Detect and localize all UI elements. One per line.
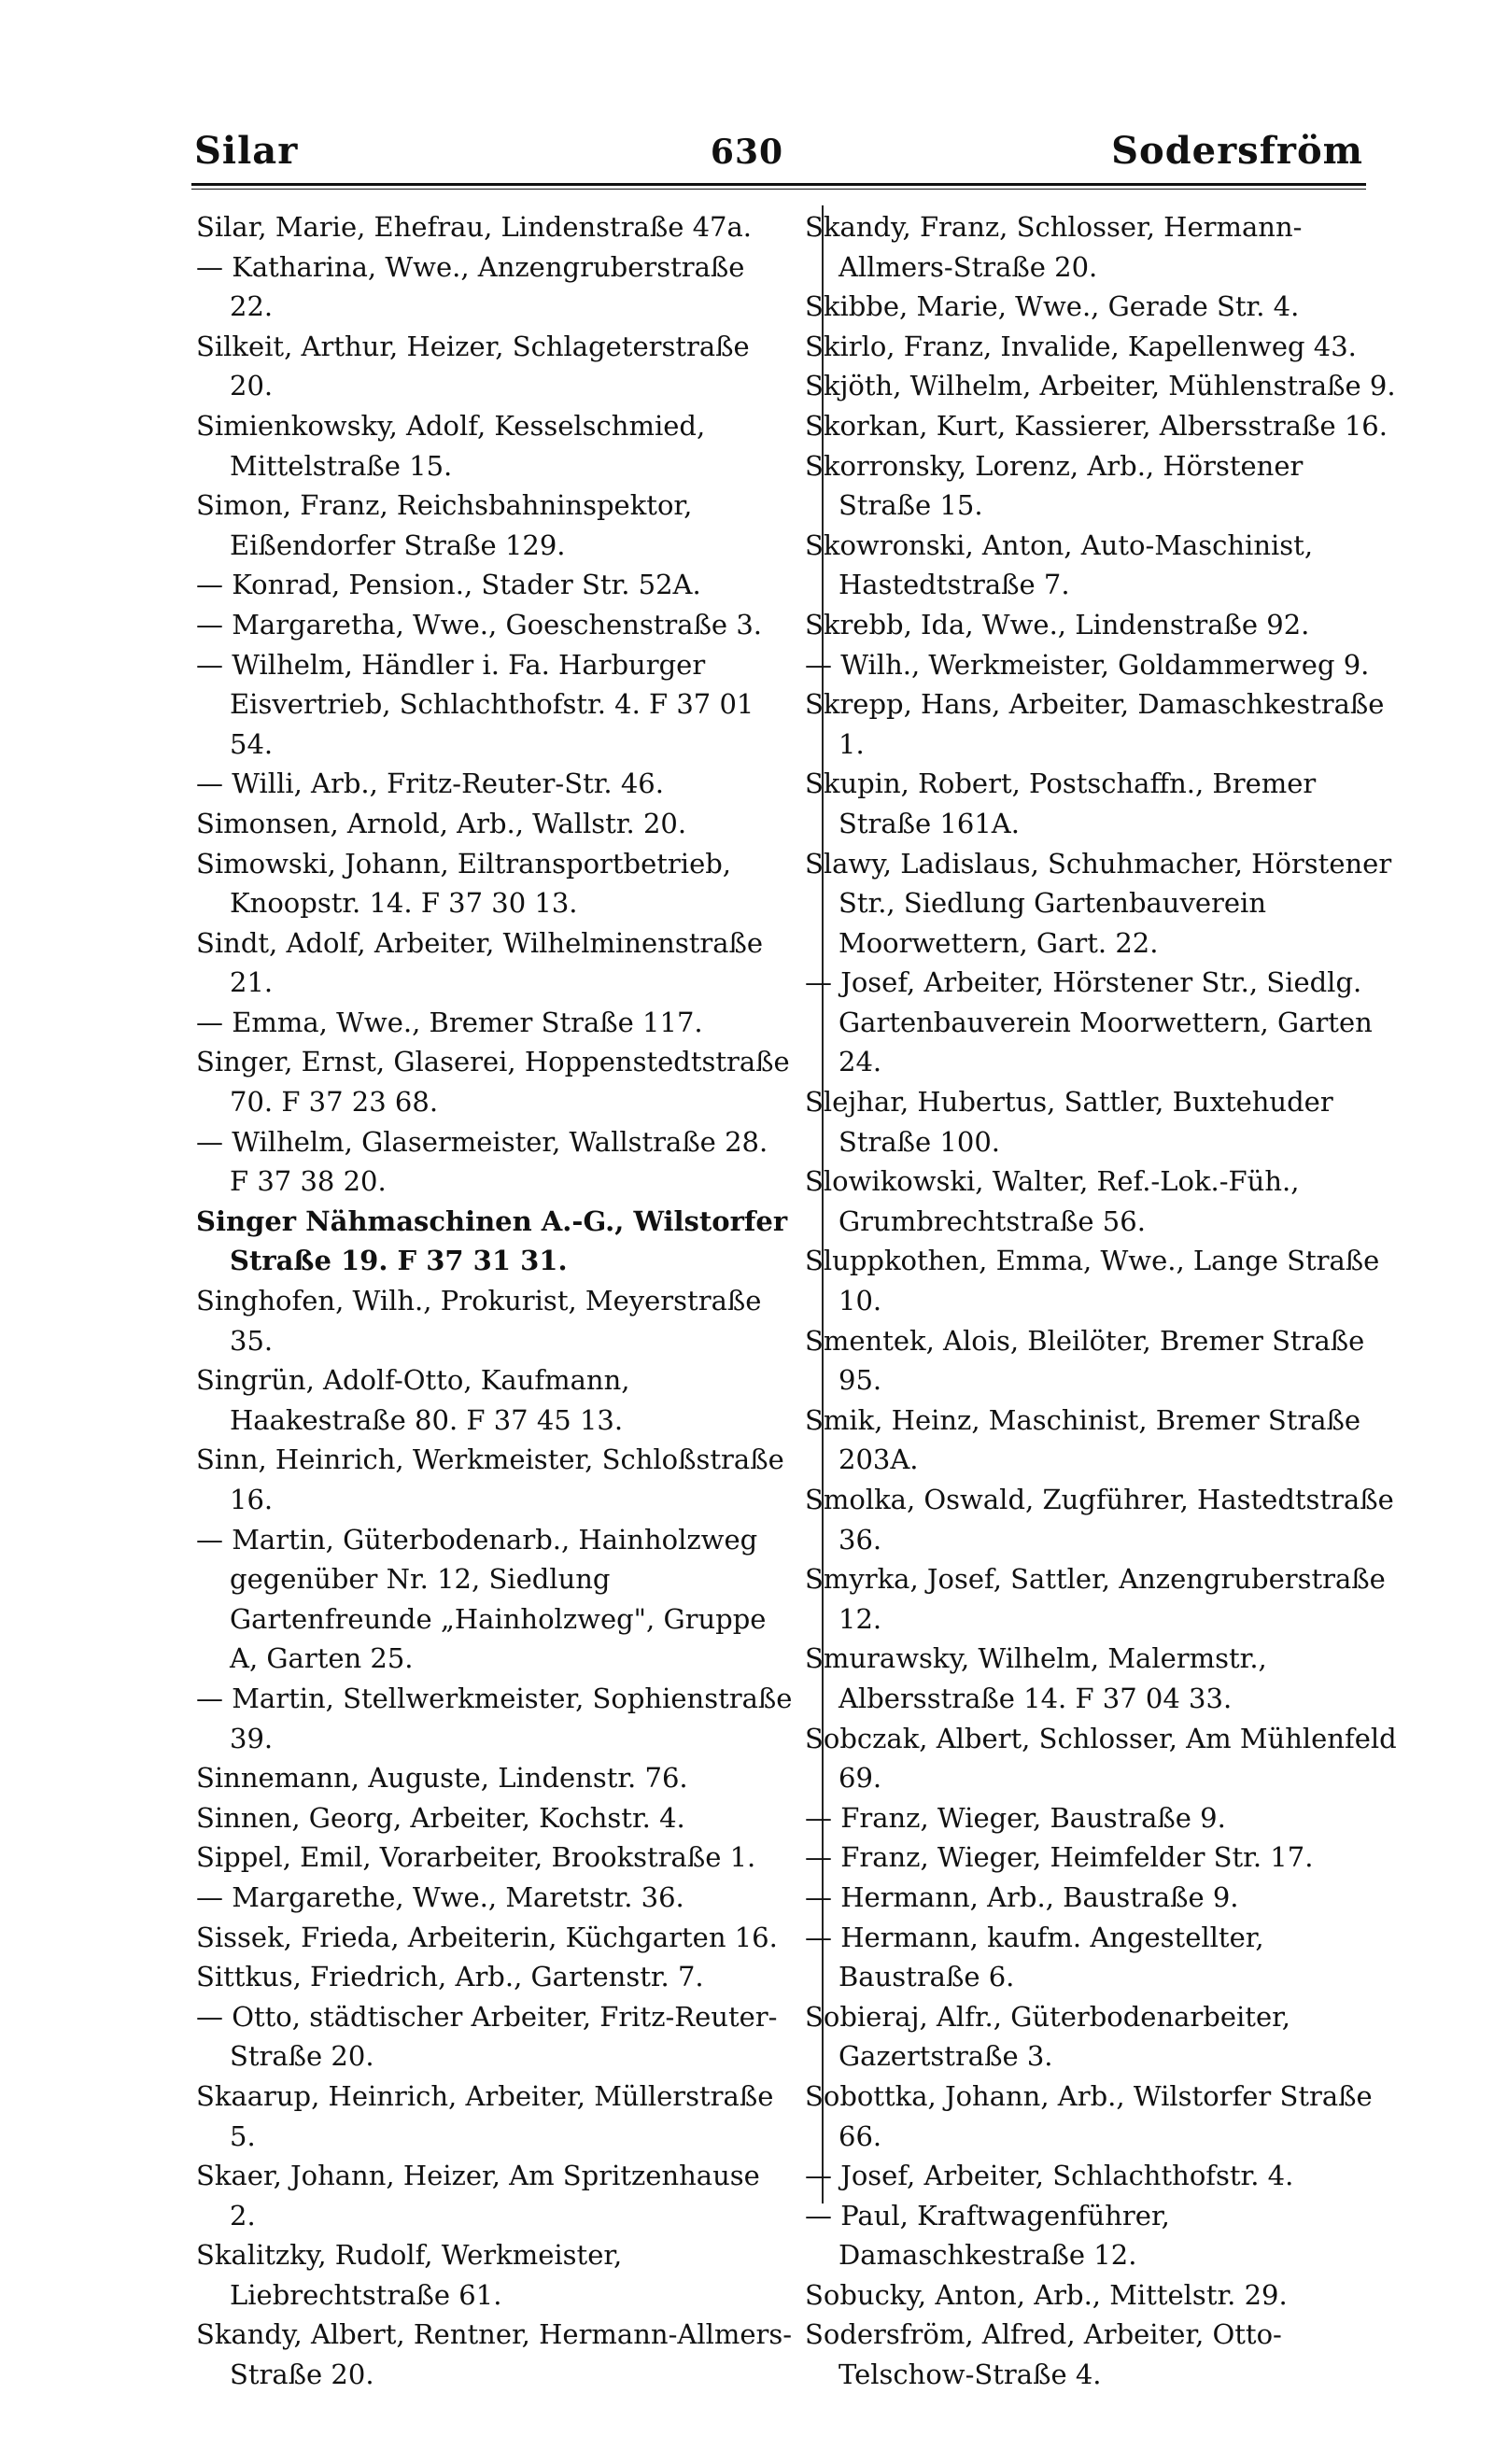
directory-entry: — Josef, Arbeiter, Hörstener Str., Siedlg. Gartenbauverein Moorwettern, Garten 24.	[805, 966, 1373, 1078]
directory-entry: Sinn, Heinrich, Werkmeister, Schloßstraße 16.	[196, 1443, 784, 1515]
directory-entry: — Josef, Arbeiter, Schlachthofstr. 4.	[805, 2160, 1294, 2192]
directory-entry: Skalitzky, Rudolf, Werkmeister, Liebrechtstraße 61.	[196, 2239, 623, 2311]
directory-entry: Singrün, Adolf-Otto, Kaufmann, Haakestraße 80. F 37 45 13.	[196, 1364, 630, 1436]
left-column	[196, 207, 794, 2395]
directory-entry: Skupin, Robert, Postschaffn., Bremer Straße 161A.	[805, 767, 1317, 839]
directory-entry: — Margaretha, Wwe., Goeschenstraße 3.	[196, 608, 762, 641]
directory-entry: Sobucky, Anton, Arb., Mittelstr. 29.	[805, 2278, 1288, 2311]
directory-entry: Sinnen, Georg, Arbeiter, Kochstr. 4.	[196, 1801, 685, 1834]
directory-entry: Simonsen, Arnold, Arb., Wallstr. 20.	[196, 807, 687, 839]
directory-entry: Smolka, Oswald, Zugführer, Hastedtstraße 36.	[805, 1484, 1394, 1556]
directory-entry: — Wilh., Werkmeister, Goldammerweg 9.	[805, 648, 1370, 681]
directory-entry: Smentek, Alois, Bleilöter, Bremer Straße 95.	[805, 1324, 1365, 1397]
directory-entry: — Otto, städtischer Arbeiter, Fritz-Reuter-Straße 20.	[196, 2000, 778, 2073]
directory-entry: Silkeit, Arthur, Heizer, Schlageterstraße 20.	[196, 330, 750, 402]
directory-entry: Skowronski, Anton, Auto-Maschinist, Hastedtstraße 7.	[805, 528, 1314, 601]
directory-entry: — Wilhelm, Händler i. Fa. Harburger Eisvertrieb, Schlachthofstr. 4. F 37 01 54.	[196, 648, 754, 760]
directory-entry: — Franz, Wieger, Baustraße 9.	[805, 1801, 1226, 1834]
directory-entry: Sindt, Adolf, Arbeiter, Wilhelminenstraße 21.	[196, 926, 764, 999]
directory-entry: Skorronsky, Lorenz, Arb., Hörstener Straße 15.	[805, 449, 1304, 522]
directory-entry: — Willi, Arb., Fritz-Reuter-Str. 46.	[196, 767, 664, 800]
directory-entry: Smyrka, Josef, Sattler, Anzengruberstraße 12.	[805, 1563, 1386, 1635]
header-rule	[191, 183, 1366, 190]
directory-entry: — Katharina, Wwe., Anzengruberstraße 22.	[196, 250, 745, 323]
running-head-right: Sodersfröm	[1111, 129, 1363, 173]
directory-entry: Sodersfröm, Alfred, Arbeiter, Otto-Telschow-Straße 4.	[805, 2318, 1282, 2391]
directory-entry: Sittkus, Friedrich, Arb., Gartenstr. 7.	[196, 1961, 704, 1993]
directory-entry: — Paul, Kraftwagenführer, Damaschkestraße 12.	[805, 2199, 1170, 2272]
directory-entry: Sissek, Frieda, Arbeiterin, Küchgarten 16.	[196, 1921, 778, 1953]
directory-entry: Sluppkothen, Emma, Wwe., Lange Straße 10.	[805, 1245, 1380, 1317]
directory-entry: — Franz, Wieger, Heimfelder Str. 17.	[805, 1841, 1314, 1874]
directory-entry: Slowikowski, Walter, Ref.-Lok.-Füh., Grumbrechtstraße 56.	[805, 1165, 1300, 1237]
directory-entry: Skorkan, Kurt, Kassierer, Albersstraße 16.	[805, 409, 1388, 442]
directory-entry: — Martin, Stellwerkmeister, Sophienstraße 39.	[196, 1682, 793, 1754]
directory-entry: Skirlo, Franz, Invalide, Kapellenweg 43.	[805, 330, 1357, 362]
directory-entry: Skandy, Franz, Schlosser, Hermann-Allmers-Straße 20.	[805, 211, 1303, 283]
directory-entry: Smik, Heinz, Maschinist, Bremer Straße 203A.	[805, 1403, 1361, 1476]
directory-entry: — Margarethe, Wwe., Maretstr. 36.	[196, 1880, 684, 1913]
directory-entry: Skaarup, Heinrich, Arbeiter, Müllerstraße 5.	[196, 2079, 774, 2152]
directory-entry: Sobieraj, Alfr., Güterbodenarbeiter, Gazertstraße 3.	[805, 2000, 1291, 2073]
directory-entry: — Hermann, kaufm. Angestellter, Baustraße 6.	[805, 1921, 1264, 1993]
directory-entry: Slejhar, Hubertus, Sattler, Buxtehuder Straße 100.	[805, 1086, 1333, 1158]
directory-entry: Slawy, Ladislaus, Schuhmacher, Hörstener Str., Siedlung Gartenbauverein Moorwettern, Gart. 22.	[805, 847, 1392, 959]
directory-entry: Skrebb, Ida, Wwe., Lindenstraße 92.	[805, 608, 1310, 641]
directory-entry: Skjöth, Wilhelm, Arbeiter, Mühlenstraße 9.	[805, 370, 1396, 402]
right-column	[805, 207, 1402, 2395]
directory-entry: Simowski, Johann, Eiltransportbetrieb, Knoopstr. 14. F 37 30 13.	[196, 847, 732, 920]
directory-entry: Smurawsky, Wilhelm, Malermstr., Albersstraße 14. F 37 04 33.	[805, 1642, 1267, 1714]
directory-entry: — Hermann, Arb., Baustraße 9.	[805, 1880, 1239, 1913]
directory-entry: Sippel, Emil, Vorarbeiter, Brookstraße 1.	[196, 1841, 756, 1874]
directory-entry: — Martin, Güterbodenarb., Hainholzweg gegenüber Nr. 12, Siedlung Gartenfreunde „Hainholzweg", Gruppe A, Garten 25.	[196, 1523, 767, 1675]
directory-entry: Sinnemann, Auguste, Lindenstr. 76.	[196, 1762, 688, 1795]
directory-entry: Silar, Marie, Ehefrau, Lindenstraße 47a.	[196, 211, 753, 243]
directory-entry: Singer, Ernst, Glaserei, Hoppenstedtstraße 70. F 37 23 68.	[196, 1046, 790, 1119]
directory-entry: Skandy, Albert, Rentner, Hermann-Allmers-Straße 20.	[196, 2318, 793, 2391]
directory-entry: Singer Nähmaschinen A.-G., Wilstorfer Straße 19. F 37 31 31.	[196, 1204, 788, 1277]
directory-entry: Skrepp, Hans, Arbeiter, Damaschkestraße 1.	[805, 688, 1385, 760]
directory-entry: Simon, Franz, Reichsbahninspektor, Eißendorfer Straße 129.	[196, 489, 693, 561]
directory-entry: Sobczak, Albert, Schlosser, Am Mühlenfeld 69.	[805, 1722, 1397, 1795]
directory-entry: — Emma, Wwe., Bremer Straße 117.	[196, 1006, 703, 1038]
directory-entry: Singhofen, Wilh., Prokurist, Meyerstraße 35.	[196, 1285, 762, 1357]
page-number: 630	[710, 133, 784, 172]
directory-entry: — Wilhelm, Glasermeister, Wallstraße 28. F 37 38 20.	[196, 1125, 768, 1198]
directory-entry: — Konrad, Pension., Stader Str. 52A.	[196, 569, 701, 601]
directory-entry: Simienkowsky, Adolf, Kesselschmied, Mittelstraße 15.	[196, 409, 706, 482]
directory-entry: Skaer, Johann, Heizer, Am Spritzenhause 2.	[196, 2160, 760, 2232]
directory-entry: Sobottka, Johann, Arb., Wilstorfer Straße 66.	[805, 2079, 1373, 2152]
running-head-left: Silar	[194, 129, 299, 173]
directory-entry: Skibbe, Marie, Wwe., Gerade Str. 4.	[805, 290, 1300, 323]
